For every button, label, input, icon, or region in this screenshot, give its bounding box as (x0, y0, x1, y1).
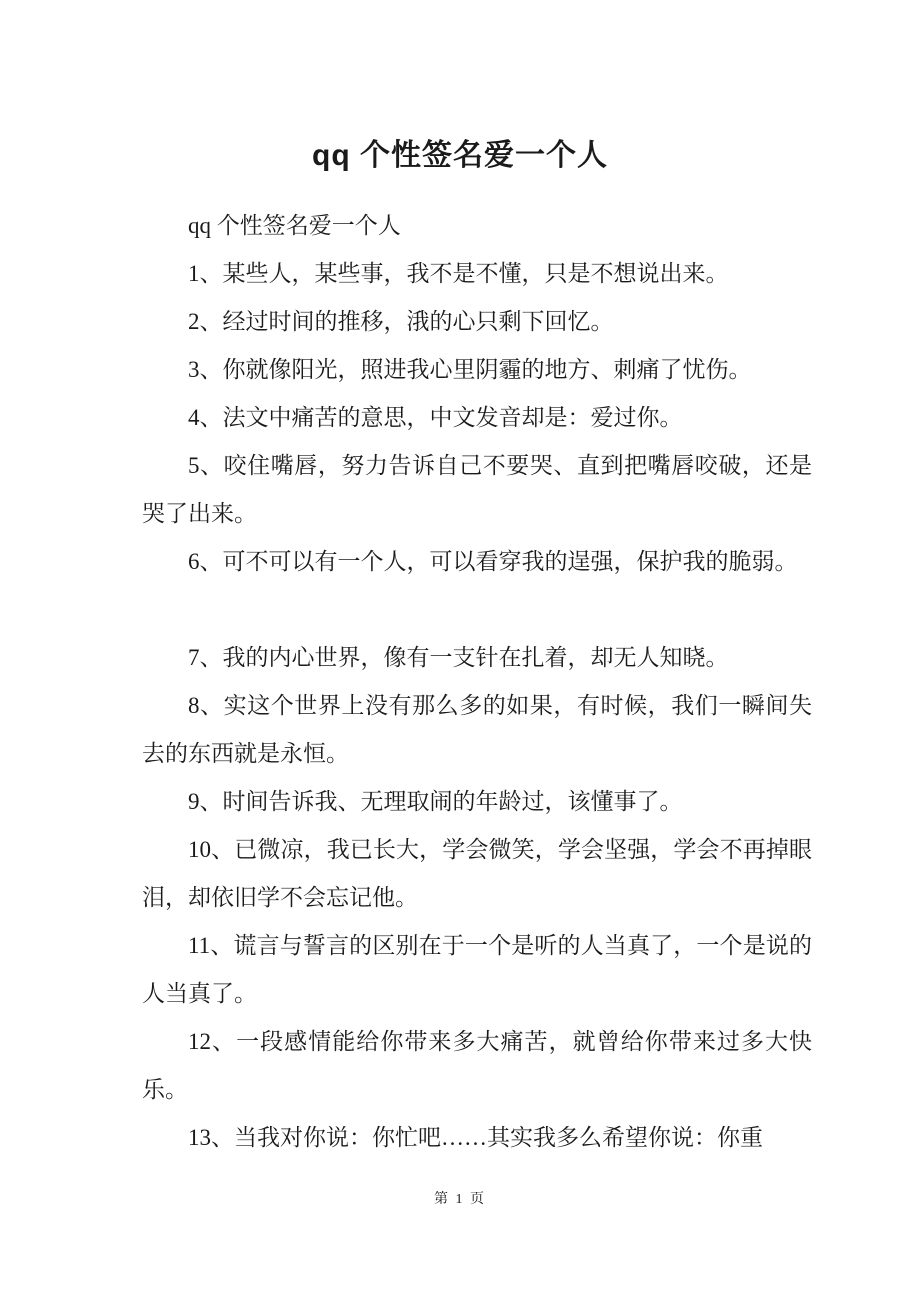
paragraph: 12、一段感情能给你带来多大痛苦，就曾给你带来过多大快乐。 (142, 1029, 812, 1102)
paragraph: 1、某些人，某些事，我不是不懂，只是不想说出来。 (188, 261, 729, 286)
document-body (142, 202, 812, 1162)
paragraph: 8、实这个世界上没有那么多的如果，有时候，我们一瞬间失去的东西就是永恒。 (142, 693, 812, 766)
paragraph: 11、谎言与誓言的区别在于一个是听的人当真了，一个是说的人当真了。 (142, 933, 812, 1006)
paragraph: 2、经过时间的推移，涐的心只剩下回忆。 (188, 309, 614, 334)
paragraph: qq 个性签名爱一个人 (188, 213, 401, 238)
blank-paragraph (142, 586, 812, 634)
paragraph: 5、咬住嘴唇，努力告诉自己不要哭、直到把嘴唇咬破，还是哭了出来。 (142, 453, 812, 526)
paragraph: 3、你就像阳光，照进我心里阴霾的地方、刺痛了忧伤。 (188, 357, 752, 382)
paragraph: 6、可不可以有一个人，可以看穿我的逞强，保护我的脆弱。 (188, 549, 798, 574)
page-number-footer: 第 1 页 (434, 1192, 486, 1207)
paragraph: 7、我的内心世界，像有一支针在扎着，却无人知晓。 (188, 645, 729, 670)
paragraph: 10、已微凉，我已长大，学会微笑，学会坚强，学会不再掉眼泪，却依旧学不会忘记他。 (142, 837, 812, 910)
page-title: qq 个性签名爱一个人 (312, 139, 608, 172)
paragraph: 13、当我对你说：你忙吧……其实我多么希望你说：你重 (188, 1125, 763, 1150)
paragraph: 9、时间告诉我、无理取闹的年龄过，该懂事了。 (188, 789, 683, 814)
paragraph: 4、法文中痛苦的意思，中文发音却是：爱过你。 (188, 405, 683, 430)
